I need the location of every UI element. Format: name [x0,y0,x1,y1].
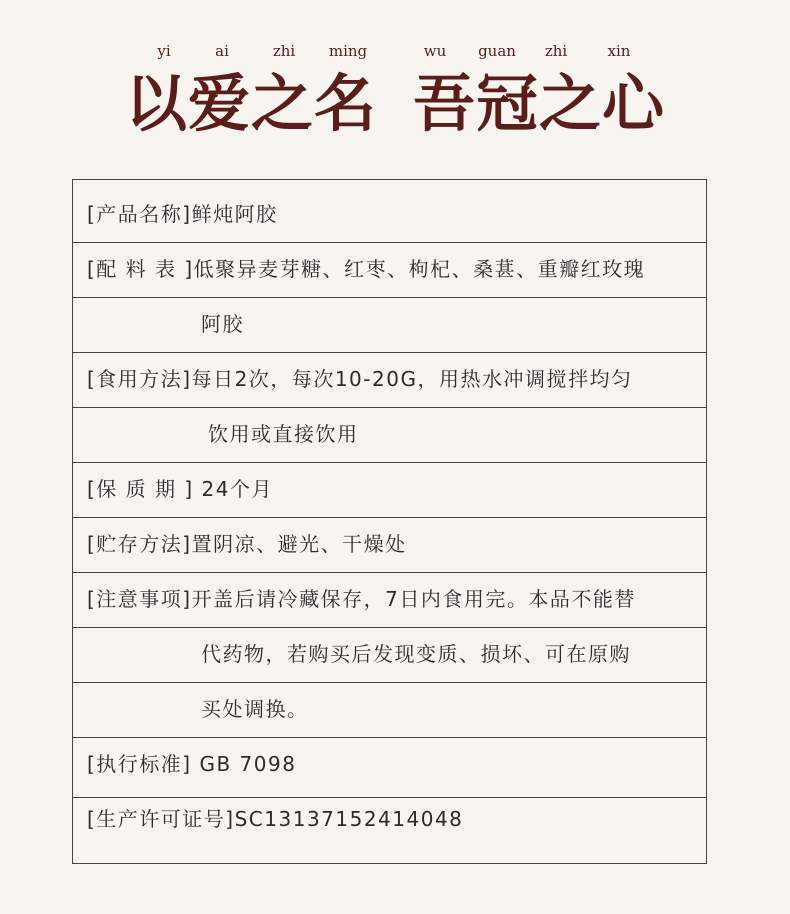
row-text: [执行标准] GB 7098 [87,752,297,776]
row-text: [保 质 期 ] 24个月 [87,477,273,501]
table-row-standard [73,738,706,798]
table-row-usage [73,353,706,408]
pinyin-ming: ming [328,42,368,60]
row-text: [配 料 表 ]低聚异麦芽糖、红枣、枸杞、桑葚、重瓣红玫瑰 [87,257,646,281]
table-row-product-name [73,180,706,243]
table-row-ingredients-cont [73,298,706,353]
table-row-ingredients [73,243,706,298]
pinyin-ai: ai [215,42,229,60]
pinyin-yi: yi [157,42,171,60]
row-text: [贮存方法]置阴凉、避光、干燥处 [87,532,407,556]
row-text: 代药物，若购买后发现变质、损坏、可在原购 [201,642,631,666]
product-info-table [72,179,707,864]
table-row-notes-cont-2 [73,683,706,738]
row-text: [生产许可证号]SC13137152414048 [87,807,464,831]
row-text: 阿胶 [201,312,244,336]
table-row-usage-cont [73,408,706,463]
table-row-shelf-life [73,463,706,518]
title-right: 吾冠之心 [413,67,666,140]
pinyin-zhi-2: zhi [544,42,568,60]
row-text: [食用方法]每日2次，每次10-20G，用热水冲调搅拌均匀 [87,367,633,391]
page-title [0,64,790,144]
row-text: [注意事项]开盖后请冷藏保存，7日内食用完。本品不能替 [87,587,636,611]
row-text: [产品名称]鲜炖阿胶 [87,202,278,226]
table-row-license [73,798,706,863]
heading [0,0,790,175]
row-text: 饮用或直接饮用 [208,422,359,446]
pinyin-zhi: zhi [272,42,296,60]
row-text: 买处调换。 [201,697,309,721]
title-left: 以爱之名 [124,67,377,140]
table-row-storage [73,518,706,573]
pinyin-wu: wu [423,42,447,60]
table-row-notes [73,573,706,628]
pinyin-guan: guan [478,42,516,60]
pinyin-xin: xin [607,42,631,60]
table-row-notes-cont [73,628,706,683]
